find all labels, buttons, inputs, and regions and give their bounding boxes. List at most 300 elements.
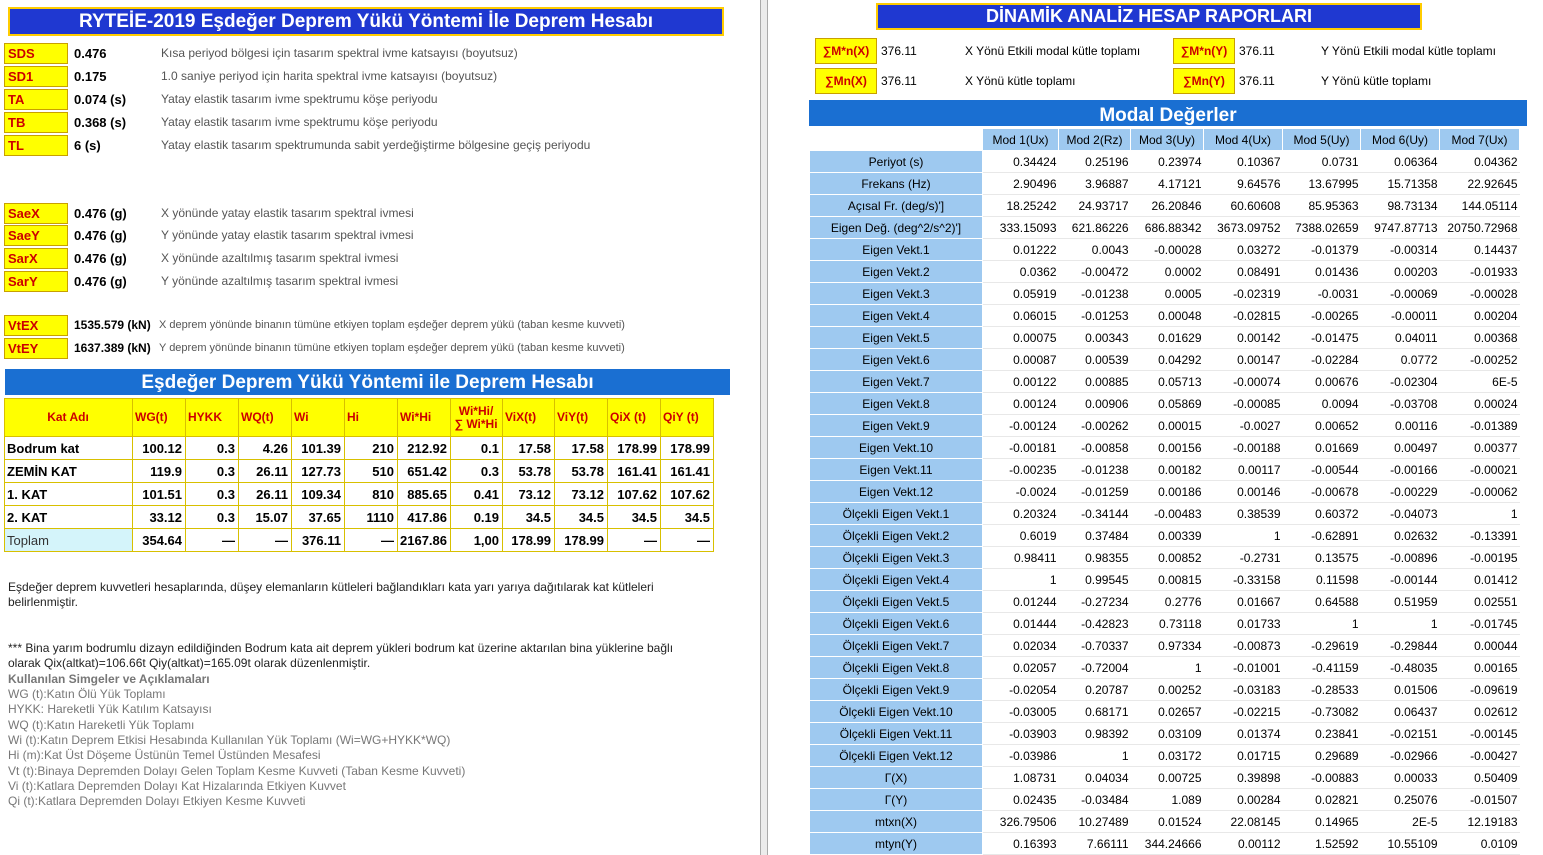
legend-item: Hi (m):Kat Üst Döşeme Üstünün Temel Üstünden Mesafesi [8,748,321,762]
modal-value-cell: 0.00024 [1440,393,1520,415]
modal-value-cell: 7388.02659 [1283,217,1361,239]
spectral-desc: X yönünde yatay elastik tasarım spektral ivmesi [161,206,414,220]
spectral-code: SarX [4,248,68,269]
param-value: 0.074 (s) [74,92,127,107]
modal-value-cell: -0.01507 [1440,789,1520,811]
param-code: TL [4,135,68,156]
table-cell: 0.3 [186,506,239,529]
modal-value-cell: 0.02551 [1440,591,1520,613]
modal-value-cell: 0.01244 [983,591,1059,613]
modal-value-cell: 0.02034 [983,635,1059,657]
modal-row [810,415,1520,437]
mass-value: 376.11 [1239,44,1275,58]
legend-item: HYKK: Hareketli Yük Katılım Katsayısı [8,702,212,716]
modal-row [810,503,1520,525]
mass-code: ∑Mn(X) [815,68,877,94]
modal-row [810,789,1520,811]
spectral-value: 0.476 (g) [74,274,127,289]
modal-value-cell: 0.00142 [1204,327,1283,349]
modal-value-cell: 18.25242 [983,195,1059,217]
modal-value-cell: 0.38539 [1204,503,1283,525]
column-header: Wi [292,399,345,437]
modal-row [810,195,1520,217]
table-cell: 119.9 [133,460,186,483]
modal-value-cell: 0.00147 [1204,349,1283,371]
modal-value-cell: 98.73134 [1361,195,1440,217]
modal-value-cell: -0.70337 [1059,635,1131,657]
modal-value-cell: 0.29689 [1283,745,1361,767]
story-name-cell: 1. KAT [5,483,133,506]
table-cell: 210 [345,437,398,460]
modal-value-cell: -0.09619 [1440,679,1520,701]
table-cell: 37.65 [292,506,345,529]
modal-value-cell: -0.00188 [1204,437,1283,459]
modal-row-label: Eigen Vekt.11 [810,459,983,481]
modal-value-cell: -0.00181 [983,437,1059,459]
modal-value-cell: -0.01238 [1059,283,1131,305]
legend-item: Vt (t):Binaya Depremden Dolayı Gelen Toplam Kesme Kuvveti (Taban Kesme Kuvveti) [8,764,466,778]
modal-value-cell: -0.03005 [983,701,1059,723]
modal-value-cell: 0.00252 [1131,679,1204,701]
modal-value-cell: 0.23841 [1283,723,1361,745]
base-shear-code: VtEY [4,338,68,359]
modal-value-cell: 326.79506 [983,811,1059,833]
total-cell: — [186,529,239,552]
legend-item: Vi (t):Katlara Depremden Dolayı Kat Hizalarında Etkiyen Kuvvet [8,779,346,793]
modal-value-cell: 3673.09752 [1204,217,1283,239]
table-row [5,506,714,529]
modal-value-cell: 0.0005 [1131,283,1204,305]
column-header: WG(t) [133,399,186,437]
table-cell: 0.19 [451,506,503,529]
total-label: Toplam [5,529,133,552]
modal-value-cell: -0.73082 [1283,701,1361,723]
modal-row [810,613,1520,635]
modal-value-cell: 0.13575 [1283,547,1361,569]
table-cell: 109.34 [292,483,345,506]
modal-row-label: Γ(X) [810,767,983,789]
modal-value-cell: 0.00343 [1059,327,1131,349]
modal-value-cell: -0.29844 [1361,635,1440,657]
param-desc: Kısa periyod bölgesi için tasarım spektral ivme katsayısı (boyutsuz) [161,46,518,60]
modal-value-cell: 0.14437 [1440,239,1520,261]
modal-value-cell: 0.06437 [1361,701,1440,723]
modal-value-cell: -0.00028 [1440,283,1520,305]
param-code: SD1 [4,66,68,87]
modal-value-cell: 0.00539 [1059,349,1131,371]
modal-value-cell: 0.00182 [1131,459,1204,481]
modal-value-cell: -0.03986 [983,745,1059,767]
modal-value-cell: 24.93717 [1059,195,1131,217]
modal-row [810,261,1520,283]
param-value: 6 (s) [74,138,101,153]
table-row [5,483,714,506]
modal-value-cell: 0.01733 [1204,613,1283,635]
table-cell: 651.42 [398,460,451,483]
modal-value-cell: 0.00087 [983,349,1059,371]
modal-row-label: Eigen Vekt.2 [810,261,983,283]
modal-value-cell: -0.34144 [1059,503,1131,525]
modal-value-cell: 0.51959 [1361,591,1440,613]
modal-table [809,128,1520,855]
modal-value-cell: 0.04362 [1440,151,1520,173]
modal-row-label: Ölçekli Eigen Vekt.10 [810,701,983,723]
modal-value-cell: -0.01475 [1283,327,1361,349]
param-desc: 1.0 saniye periyod için harita spektral ivme katsayısı (boyutsuz) [161,69,498,83]
modal-value-cell: 0.03272 [1204,239,1283,261]
base-shear-value: 1535.579 (kN) [74,318,151,332]
modal-value-cell: 0.0094 [1283,393,1361,415]
table-cell: 0.41 [451,483,503,506]
modal-row-label: Ölçekli Eigen Vekt.1 [810,503,983,525]
modal-value-cell: 0.06015 [983,305,1059,327]
modal-value-cell: 0.00075 [983,327,1059,349]
column-header: QiX (t) [608,399,661,437]
modal-value-cell: 0.64588 [1283,591,1361,613]
mode-header: Mod 7(Ux) [1440,129,1520,151]
modal-value-cell: 0.0362 [983,261,1059,283]
modal-value-cell: 15.71358 [1361,173,1440,195]
modal-value-cell: -0.00472 [1059,261,1131,283]
modal-value-cell: 22.08145 [1204,811,1283,833]
modal-value-cell: -0.00166 [1361,459,1440,481]
panel-divider[interactable] [760,0,768,855]
modal-value-cell: 0.00906 [1059,393,1131,415]
param-value: 0.368 (s) [74,115,127,130]
modal-value-cell: 0.00186 [1131,481,1204,503]
modal-value-cell: -0.00011 [1361,305,1440,327]
table-cell: 0.1 [451,437,503,460]
modal-value-cell: 1 [983,569,1059,591]
modal-row-label: Eigen Vekt.4 [810,305,983,327]
modal-value-cell: 0.01524 [1131,811,1204,833]
table-cell: 17.58 [503,437,555,460]
modal-row-label: Eigen Vekt.12 [810,481,983,503]
mass-value: 376.11 [881,44,917,58]
modal-value-cell: 0.04292 [1131,349,1204,371]
modal-value-cell: 6E-5 [1440,371,1520,393]
modal-value-cell: -0.00252 [1440,349,1520,371]
modal-value-cell: -0.01238 [1059,459,1131,481]
modal-value-cell: -0.02215 [1204,701,1283,723]
modal-value-cell: -0.72004 [1059,657,1131,679]
modal-value-cell: -0.01001 [1204,657,1283,679]
modal-row-label: Ölçekli Eigen Vekt.12 [810,745,983,767]
total-cell: 2167.86 [398,529,451,552]
table-cell: 34.5 [608,506,661,529]
modal-value-cell: -0.00028 [1131,239,1204,261]
modal-value-cell: -0.62891 [1283,525,1361,547]
modal-row [810,371,1520,393]
modal-value-cell: 0.20787 [1059,679,1131,701]
mode-header: Mod 1(Ux) [983,129,1059,151]
modal-value-cell: -0.00544 [1283,459,1361,481]
modal-value-cell: -0.00427 [1440,745,1520,767]
mass-desc: Y Yönü Etkili modal kütle toplamı [1321,44,1496,58]
table-cell: 34.5 [503,506,555,529]
modal-value-cell: -0.00021 [1440,459,1520,481]
table-cell: 73.12 [555,483,608,506]
modal-row-label: Eigen Vekt.3 [810,283,983,305]
modal-value-cell: -0.00873 [1204,635,1283,657]
modal-value-cell: 0.00885 [1059,371,1131,393]
modal-row [810,657,1520,679]
story-name-cell: 2. KAT [5,506,133,529]
modal-value-cell: 0.00368 [1440,327,1520,349]
modal-value-cell: -0.02815 [1204,305,1283,327]
table-cell: 107.62 [661,483,714,506]
modal-value-cell: -0.00069 [1361,283,1440,305]
modal-value-cell: 0.0043 [1059,239,1131,261]
table-row [5,460,714,483]
modal-row [810,239,1520,261]
modal-value-cell: 144.05114 [1440,195,1520,217]
modal-value-cell: -0.00858 [1059,437,1131,459]
modal-row-label: mtxn(X) [810,811,983,833]
table-cell: 885.65 [398,483,451,506]
column-header: WQ(t) [239,399,292,437]
mode-header: Mod 6(Uy) [1361,129,1440,151]
story-table [4,398,714,552]
modal-value-cell: 0.03172 [1131,745,1204,767]
modal-row [810,283,1520,305]
modal-value-cell: -0.28533 [1283,679,1361,701]
modal-value-cell: 0.23974 [1131,151,1204,173]
modal-row [810,327,1520,349]
modal-value-cell: 0.0109 [1440,833,1520,855]
spectral-desc: Y yönünde azaltılmış tasarım spektral ivmesi [161,274,399,288]
modal-row [810,305,1520,327]
modal-value-cell: 0.39898 [1204,767,1283,789]
modal-row [810,151,1520,173]
modal-value-cell: -0.0027 [1204,415,1283,437]
table-cell: 15.07 [239,506,292,529]
modal-value-cell: 0.14965 [1283,811,1361,833]
modal-value-cell: 0.2776 [1131,591,1204,613]
modal-value-cell: -0.0031 [1283,283,1361,305]
table-cell: 53.78 [503,460,555,483]
story-name-cell: ZEMİN KAT [5,460,133,483]
modal-row-label: Ölçekli Eigen Vekt.9 [810,679,983,701]
modal-value-cell: -0.13391 [1440,525,1520,547]
param-desc: Yatay elastik tasarım ivme spektrumu köşe periyodu [161,92,438,106]
table-cell: 4.26 [239,437,292,460]
legend-item: WG (t):Katın Ölü Yük Toplamı [8,687,166,701]
modal-value-cell: -0.00195 [1440,547,1520,569]
table-cell: 26.11 [239,483,292,506]
modal-value-cell: 0.00048 [1131,305,1204,327]
legend-title: Kullanılan Simgeler ve Açıklamaları [8,672,210,686]
modal-row [810,635,1520,657]
modal-value-cell: 4.17121 [1131,173,1204,195]
mass-code: ∑M*n(X) [815,38,877,64]
modal-value-cell: 0.11598 [1283,569,1361,591]
modal-value-cell: 0.0772 [1361,349,1440,371]
modal-value-cell: 0.05919 [983,283,1059,305]
modal-row-label: Γ(Y) [810,789,983,811]
spectral-code: SarY [4,271,68,292]
modal-value-cell: -0.03484 [1059,789,1131,811]
corner-cell [810,129,983,151]
column-header: QiY (t) [661,399,714,437]
modal-value-cell: 1 [1361,613,1440,635]
modal-value-cell: 0.16393 [983,833,1059,855]
modal-row-label: Ölçekli Eigen Vekt.2 [810,525,983,547]
modal-row-label: Eigen Vekt.6 [810,349,983,371]
legend-item: WQ (t):Katın Hareketli Yük Toplamı [8,718,195,732]
modal-value-cell: -0.00085 [1204,393,1283,415]
modal-value-cell: 0.00156 [1131,437,1204,459]
table-cell: 127.73 [292,460,345,483]
modal-value-cell: 22.92645 [1440,173,1520,195]
base-shear-desc: X deprem yönünde binanın tümüne etkiyen toplam eşdeğer deprem yükü (taban kesme kuvveti) [159,319,625,331]
modal-value-cell: 0.02821 [1283,789,1361,811]
modal-value-cell: -0.00314 [1361,239,1440,261]
spectral-value: 0.476 (g) [74,251,127,266]
modal-value-cell: 0.98355 [1059,547,1131,569]
spectral-code: SaeY [4,225,68,246]
right-panel [768,0,1543,855]
table-cell: 34.5 [555,506,608,529]
modal-value-cell: 0.0731 [1283,151,1361,173]
modal-value-cell: 0.00204 [1440,305,1520,327]
modal-row-label: Eigen Değ. (deg^2/s^2)'] [810,217,983,239]
modal-value-cell: 0.60372 [1283,503,1361,525]
modal-row-label: Ölçekli Eigen Vekt.6 [810,613,983,635]
modal-value-cell: 0.25196 [1059,151,1131,173]
mass-value: 376.11 [881,74,917,88]
modal-value-cell: 0.00284 [1204,789,1283,811]
modal-value-cell: 344.24666 [1131,833,1204,855]
modal-row [810,745,1520,767]
mass-code: ∑M*n(Y) [1173,38,1235,64]
base-shear-desc: Y deprem yönünde binanın tümüne etkiyen toplam eşdeğer deprem yükü (taban kesme kuvveti) [159,342,625,354]
modal-value-cell: 0.99545 [1059,569,1131,591]
modal-value-cell: -0.00144 [1361,569,1440,591]
spectral-desc: X yönünde azaltılmış tasarım spektral ivmesi [161,251,399,265]
modal-row-label: Ölçekli Eigen Vekt.11 [810,723,983,745]
modal-row-label: Ölçekli Eigen Vekt.8 [810,657,983,679]
modal-value-cell: 0.02435 [983,789,1059,811]
modal-value-cell: -0.00896 [1361,547,1440,569]
modal-row [810,767,1520,789]
modal-value-cell: 621.86226 [1059,217,1131,239]
table-cell: 810 [345,483,398,506]
modal-value-cell: 0.01506 [1361,679,1440,701]
modal-value-cell: 1.52592 [1283,833,1361,855]
modal-value-cell: 0.00033 [1361,767,1440,789]
modal-value-cell: -0.00074 [1204,371,1283,393]
modal-value-cell: 0.97334 [1131,635,1204,657]
modal-row-label: Ölçekli Eigen Vekt.7 [810,635,983,657]
table-cell: 178.99 [661,437,714,460]
modal-value-cell: 0.01629 [1131,327,1204,349]
total-cell: — [239,529,292,552]
modal-row-label: Ölçekli Eigen Vekt.5 [810,591,983,613]
modal-value-cell: 0.04034 [1059,767,1131,789]
main-title: RYTEİE-2019 Eşdeğer Deprem Yükü Yöntemi İle Deprem Hesabı [8,7,724,36]
total-cell: 1,00 [451,529,503,552]
modal-row [810,459,1520,481]
legend-item: Qi (t):Katlara Depremden Dolayı Etkiyen Kesme Kuvveti [8,794,306,808]
modal-row [810,481,1520,503]
modal-value-cell: 0.00165 [1440,657,1520,679]
modal-value-cell: -0.01389 [1440,415,1520,437]
modal-value-cell: -0.01933 [1440,261,1520,283]
table-cell: 510 [345,460,398,483]
total-cell: 354.64 [133,529,186,552]
modal-row-label: Ölçekli Eigen Vekt.4 [810,569,983,591]
modal-value-cell: 686.88342 [1131,217,1204,239]
modal-value-cell: 0.00377 [1440,437,1520,459]
column-header: Wi*Hi [398,399,451,437]
story-name-cell: Bodrum kat [5,437,133,460]
modal-value-cell: -0.02284 [1283,349,1361,371]
modal-value-cell: 0.01436 [1283,261,1361,283]
modal-value-cell: -0.03183 [1204,679,1283,701]
table-cell: 17.58 [555,437,608,460]
table-row [5,437,714,460]
total-row [5,529,714,552]
modal-value-cell: 85.95363 [1283,195,1361,217]
table-cell: 53.78 [555,460,608,483]
modal-value-cell: 0.6019 [983,525,1059,547]
modal-value-cell: 0.02612 [1440,701,1520,723]
table-cell: 0.3 [186,460,239,483]
column-header: Kat Adı [5,399,133,437]
modal-value-cell: 0.50409 [1440,767,1520,789]
total-cell: 178.99 [555,529,608,552]
modal-value-cell: 0.00815 [1131,569,1204,591]
total-cell: — [661,529,714,552]
modal-row-label: Eigen Vekt.8 [810,393,983,415]
modal-value-cell: 10.55109 [1361,833,1440,855]
modal-row-label: Eigen Vekt.5 [810,327,983,349]
table-cell: 161.41 [661,460,714,483]
modal-value-cell: 2.90496 [983,173,1059,195]
modal-value-cell: 0.01222 [983,239,1059,261]
total-cell: — [345,529,398,552]
modal-value-cell: -0.01379 [1283,239,1361,261]
modal-value-cell: 0.00146 [1204,481,1283,503]
modal-value-cell: -0.2731 [1204,547,1283,569]
modal-row-label: Eigen Vekt.9 [810,415,983,437]
modal-value-cell: 0.34424 [983,151,1059,173]
modal-value-cell: 0.05713 [1131,371,1204,393]
modal-value-cell: 0.00852 [1131,547,1204,569]
modal-value-cell: 0.00112 [1204,833,1283,855]
table-cell: 0.3 [186,437,239,460]
modal-value-cell: 2E-5 [1361,811,1440,833]
modal-value-cell: 0.02632 [1361,525,1440,547]
modal-row [810,569,1520,591]
modal-value-cell: 0.01667 [1204,591,1283,613]
spectral-value: 0.476 (g) [74,206,127,221]
modal-value-cell: 0.37484 [1059,525,1131,547]
modal-row [810,173,1520,195]
modal-value-cell: 0.00117 [1204,459,1283,481]
column-header: Wi*Hi/ ∑ Wi*Hi [451,399,503,437]
mass-desc: X Yönü kütle toplamı [965,74,1076,88]
modal-value-cell: 0.01669 [1283,437,1361,459]
modal-value-cell: -0.02304 [1361,371,1440,393]
table-cell: 178.99 [608,437,661,460]
param-desc: Yatay elastik tasarım ivme spektrumu köşe periyodu [161,115,438,129]
base-shear-value: 1637.389 (kN) [74,341,151,355]
mass-code: ∑Mn(Y) [1173,68,1235,94]
modal-value-cell: -0.03903 [983,723,1059,745]
modal-row-label: Ölçekli Eigen Vekt.3 [810,547,983,569]
